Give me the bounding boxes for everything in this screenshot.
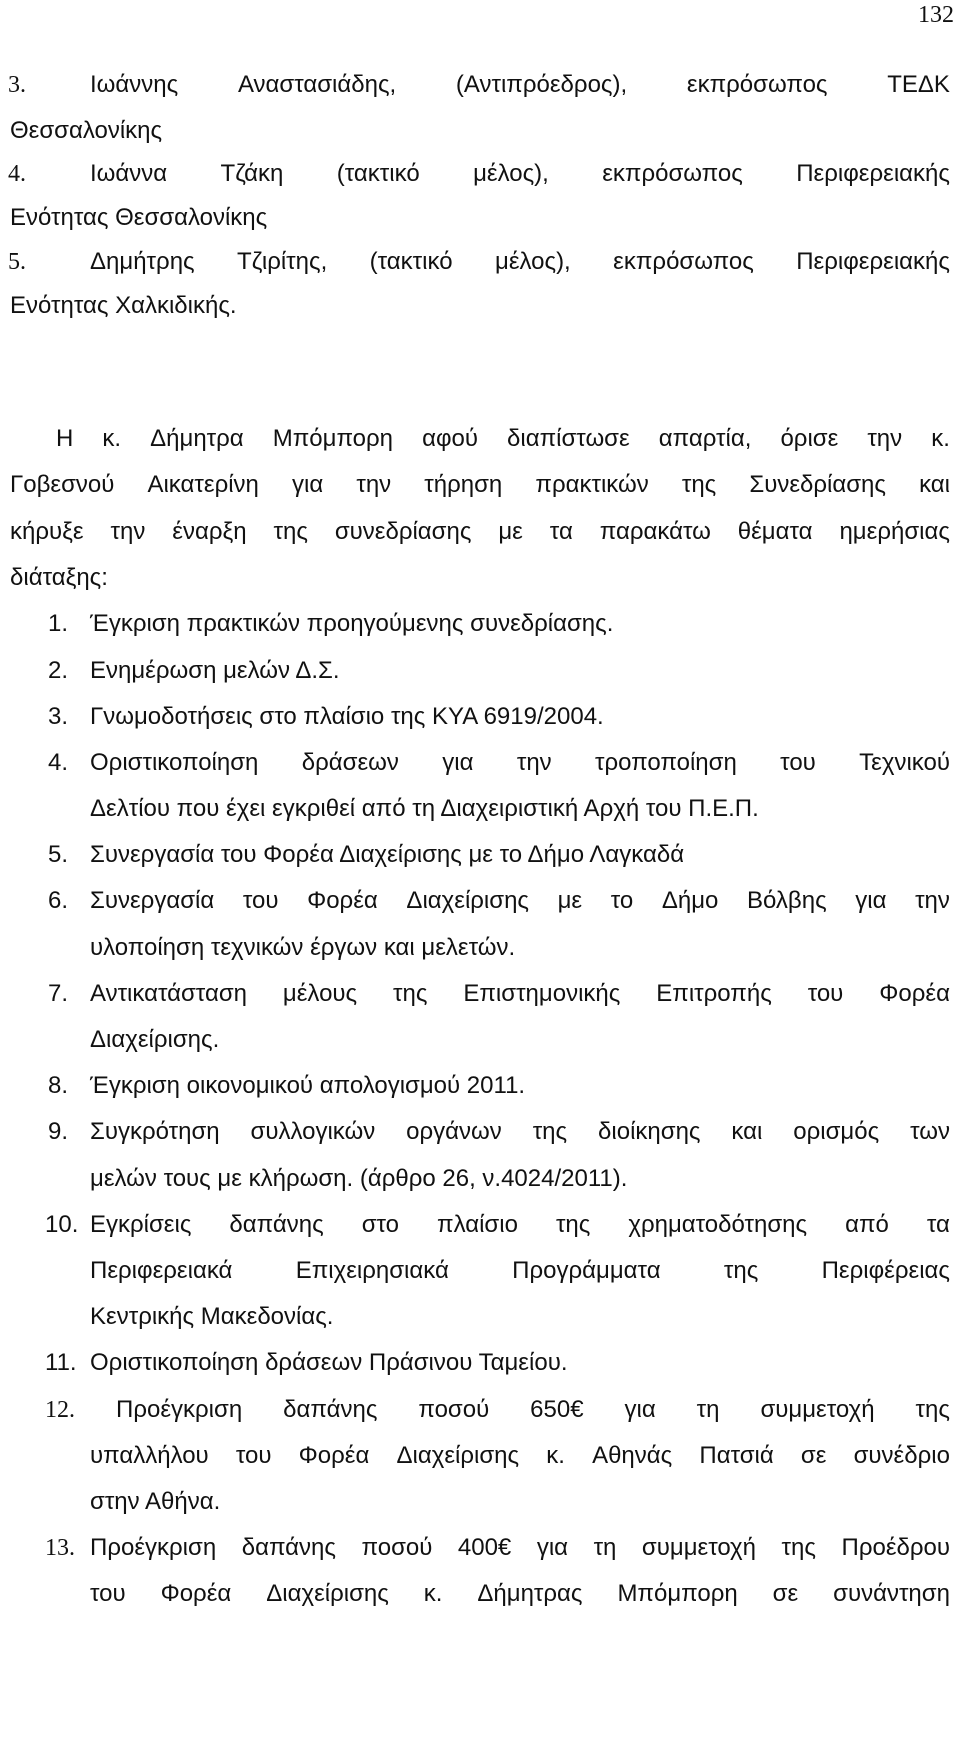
line-text xyxy=(90,883,950,919)
line-text: μελών τους με κλήρωση. (άρθρο 26, ν.4024/2011). xyxy=(90,1165,628,1192)
word: Γοβεσνού xyxy=(10,471,115,498)
text-line xyxy=(0,467,960,503)
word: Αναστασιάδης, xyxy=(237,71,397,98)
word: ΤΕΔΚ xyxy=(887,71,950,98)
word: οργάνων xyxy=(406,1118,502,1145)
word: Τζιρίτης, xyxy=(237,248,328,275)
word: Αικατερίνη xyxy=(147,471,259,498)
word: συλλογικών xyxy=(250,1118,376,1145)
word: τα xyxy=(549,518,573,545)
item-number: 3. xyxy=(48,703,69,730)
word: Προέγκριση xyxy=(116,1396,243,1423)
agenda-item-line xyxy=(0,837,960,873)
word: Φορέα xyxy=(160,1580,232,1607)
item-number: 1. xyxy=(48,610,69,637)
word: την xyxy=(110,518,146,545)
item-number: 6. xyxy=(48,887,69,914)
word: στο xyxy=(361,1211,399,1238)
word: μέλος), xyxy=(494,248,571,275)
agenda-item-line xyxy=(0,606,960,642)
word: Περιφερειακής xyxy=(796,160,950,187)
word: Ιωάννης xyxy=(90,71,179,98)
word: για xyxy=(536,1534,569,1561)
word: μέλους xyxy=(282,980,358,1007)
word: από xyxy=(845,1211,889,1238)
text-line xyxy=(0,200,960,236)
line-text xyxy=(90,156,950,192)
word: απαρτία, xyxy=(658,425,752,452)
line-text xyxy=(10,467,950,503)
word: δαπάνης xyxy=(283,1396,378,1423)
word: του xyxy=(807,980,844,1007)
text-line xyxy=(0,288,960,324)
word: Δήμητρας xyxy=(477,1580,583,1607)
word: Επιτροπής xyxy=(656,980,772,1007)
item-number: 4. xyxy=(8,161,26,187)
word: Τζάκη xyxy=(220,160,284,187)
word: (Αντιπρόεδρος), xyxy=(455,71,628,98)
word: (τακτικό xyxy=(336,160,420,187)
word: του xyxy=(242,887,279,914)
word: Περιφερειακής xyxy=(796,248,950,275)
line-text xyxy=(90,244,950,280)
word: δαπάνης xyxy=(241,1534,336,1561)
page-number: 132 xyxy=(918,2,954,28)
word: της xyxy=(781,1534,816,1561)
word: πρακτικών xyxy=(535,471,649,498)
text-line xyxy=(0,1299,960,1335)
word: του xyxy=(90,1580,126,1607)
word: Ιωάννα xyxy=(90,160,168,187)
word: των xyxy=(910,1118,950,1145)
text-line xyxy=(0,514,960,550)
word: δράσεων xyxy=(301,749,399,776)
word: για xyxy=(855,887,887,914)
word: τροποποίηση xyxy=(595,749,737,776)
word: εκπρόσωπος xyxy=(686,71,828,98)
word: μέλος), xyxy=(473,160,549,187)
word: τη xyxy=(593,1534,617,1561)
word: θέματα xyxy=(737,518,813,545)
word: Πατσιά xyxy=(699,1442,774,1469)
line-text xyxy=(90,1207,950,1243)
word: με xyxy=(557,887,583,914)
line-text xyxy=(90,976,950,1012)
line-text: Έγκριση οικονομικού απολογισμού 2011. xyxy=(90,1072,526,1099)
word: έναρξη xyxy=(172,518,247,545)
word: Διαχείρισης xyxy=(266,1580,389,1607)
word: με xyxy=(498,518,523,545)
line-text: Έγκριση πρακτικών προηγούμενης συνεδρίασης. xyxy=(90,610,614,637)
word: Δημήτρης xyxy=(90,248,195,275)
word: της xyxy=(915,1396,950,1423)
word: για xyxy=(624,1396,656,1423)
line-text xyxy=(10,514,950,550)
text-line xyxy=(0,1161,960,1197)
line-text: Οριστικοποίηση δράσεων Πράσινου Ταμείου. xyxy=(90,1349,568,1376)
word: Προέγκριση xyxy=(90,1534,217,1561)
word: Διαχείρισης xyxy=(406,887,529,914)
word: ποσού xyxy=(361,1534,433,1561)
line-text: Γνωμοδοτήσεις στο πλαίσιο της ΚΥΑ 6919/2004. xyxy=(90,703,604,730)
word: κήρυξε xyxy=(10,518,84,545)
text-line xyxy=(0,1253,960,1289)
word: Φορέα xyxy=(298,1442,370,1469)
word: κ. xyxy=(546,1442,565,1469)
line-text: Κεντρικής Μακεδονίας. xyxy=(90,1303,334,1330)
agenda-item-line xyxy=(0,1530,960,1566)
text-line xyxy=(0,560,960,596)
item-number: 12. xyxy=(45,1397,75,1423)
word: συμμετοχή xyxy=(641,1534,757,1561)
word: συμμετοχή xyxy=(760,1396,875,1423)
word: εκπρόσωπος xyxy=(602,160,743,187)
word: κ. xyxy=(102,425,122,452)
word: Τεχνικού xyxy=(859,749,950,776)
word: ποσού xyxy=(418,1396,490,1423)
word: διαπίστωσε xyxy=(507,425,630,452)
line-text xyxy=(90,1114,950,1150)
agenda-item-line xyxy=(0,1207,960,1243)
item-number: 13. xyxy=(45,1535,75,1561)
word: 400€ xyxy=(457,1534,512,1561)
item-number: 5. xyxy=(48,841,69,868)
word: του xyxy=(780,749,816,776)
word: της xyxy=(532,1118,568,1145)
word: την xyxy=(867,425,903,452)
line-text: Διαχείρισης. xyxy=(90,1026,220,1053)
word: αφού xyxy=(422,425,478,452)
line-text: Συνεργασία του Φορέα Διαχείρισης με το Δήμο Λαγκαδά xyxy=(90,841,685,868)
word: Δήμητρα xyxy=(150,425,244,452)
word: 650€ xyxy=(530,1396,584,1423)
agenda-item-line xyxy=(0,653,960,689)
word: την xyxy=(516,749,552,776)
agenda-item-line xyxy=(0,67,960,103)
item-number: 11. xyxy=(45,1349,77,1376)
item-number: 5. xyxy=(8,249,26,275)
line-text xyxy=(90,67,950,103)
word: κ. xyxy=(931,425,950,452)
word: Περιφέρειας xyxy=(821,1257,950,1284)
word: Συνεδρίασης xyxy=(749,471,886,498)
agenda-item-line xyxy=(0,1114,960,1150)
word: του xyxy=(235,1442,272,1469)
agenda-item-line xyxy=(0,156,960,192)
word: Εγκρίσεις xyxy=(90,1211,192,1238)
word: Αντικατάσταση xyxy=(90,980,247,1007)
agenda-item-line xyxy=(0,699,960,735)
word: υπαλλήλου xyxy=(90,1442,209,1469)
word: συνεδρίασης xyxy=(334,518,472,545)
word: Συνεργασία xyxy=(90,887,215,914)
item-number: 2. xyxy=(48,657,69,684)
item-number: 8. xyxy=(48,1072,69,1099)
agenda-item-line xyxy=(0,976,960,1012)
word: Επιχειρησιακά xyxy=(295,1257,449,1284)
word: Μπόμπορη xyxy=(617,1580,738,1607)
item-number: 4. xyxy=(48,749,69,776)
word: Φορέα xyxy=(879,980,950,1007)
word: τα xyxy=(926,1211,950,1238)
item-number: 7. xyxy=(48,980,69,1007)
word: τη xyxy=(696,1396,720,1423)
line-text xyxy=(90,745,950,781)
line-text: στην Αθήνα. xyxy=(90,1488,221,1515)
agenda-item-line xyxy=(0,883,960,919)
text-line xyxy=(0,421,960,457)
word: της xyxy=(681,471,717,498)
line-text: Ενημέρωση μελών Δ.Σ. xyxy=(90,657,340,684)
word: Διαχείρισης xyxy=(396,1442,520,1469)
word: πλαίσιο xyxy=(437,1211,518,1238)
word: (τακτικό xyxy=(369,248,453,275)
word: την xyxy=(356,471,392,498)
line-text xyxy=(116,1392,950,1428)
word: Αθηνάς xyxy=(592,1442,673,1469)
item-number: 3. xyxy=(8,72,26,98)
word: της xyxy=(723,1257,759,1284)
word: Συγκρότηση xyxy=(90,1118,220,1145)
word: για xyxy=(442,749,474,776)
word: συνέδριο xyxy=(853,1442,950,1469)
word: εκπρόσωπος xyxy=(613,248,754,275)
word: της xyxy=(393,980,428,1007)
line-text: Ενότητας Θεσσαλονίκης xyxy=(10,204,268,231)
text-line xyxy=(0,930,960,966)
word: και xyxy=(919,471,950,498)
agenda-item-line xyxy=(0,1345,960,1381)
line-text: Ενότητας Χαλκιδικής. xyxy=(10,292,237,319)
word: χρηματοδότησης xyxy=(628,1211,808,1238)
line-text xyxy=(90,1530,950,1566)
text-line xyxy=(0,1438,960,1474)
word: όρισε xyxy=(780,425,839,452)
word: ορισμός xyxy=(793,1118,880,1145)
text-line xyxy=(0,1484,960,1520)
item-number: 10. xyxy=(45,1211,79,1238)
text-line xyxy=(0,791,960,827)
word: και xyxy=(731,1118,763,1145)
line-text xyxy=(90,1438,950,1474)
word: τήρηση xyxy=(424,471,503,498)
line-text xyxy=(56,421,950,457)
word: Μπόμπορη xyxy=(272,425,394,452)
word: της xyxy=(555,1211,591,1238)
word: κ. xyxy=(423,1580,443,1607)
word: Προγράμματα xyxy=(512,1257,661,1284)
line-text xyxy=(90,1253,950,1289)
line-text xyxy=(90,1576,950,1612)
word: διοίκησης xyxy=(598,1118,701,1145)
word: Οριστικοποίηση xyxy=(90,749,259,776)
line-text: Δελτίου που έχει εγκριθεί από τη Διαχειριστική Αρχή του Π.Ε.Π. xyxy=(90,795,759,822)
word: το xyxy=(610,887,634,914)
line-text: Θεσσαλονίκης xyxy=(10,117,163,144)
text-line xyxy=(0,1022,960,1058)
word: σε xyxy=(800,1442,827,1469)
word: σε xyxy=(772,1580,799,1607)
agenda-item-line xyxy=(0,1392,960,1428)
agenda-item-line xyxy=(0,745,960,781)
word: Φορέα xyxy=(307,887,378,914)
text-line xyxy=(0,113,960,149)
word: Επιστημονικής xyxy=(463,980,621,1007)
line-text: υλοποίηση τεχνικών έργων και μελετών. xyxy=(90,934,516,961)
word: Περιφερειακά xyxy=(90,1257,233,1284)
text-line xyxy=(0,1576,960,1612)
item-number: 9. xyxy=(48,1118,69,1145)
word: δαπάνης xyxy=(229,1211,324,1238)
line-text: διάταξης: xyxy=(10,564,108,591)
agenda-item-line xyxy=(0,1068,960,1104)
word: της xyxy=(273,518,308,545)
word: Δήμο xyxy=(661,887,719,914)
word: την xyxy=(915,887,950,914)
word: παρακάτω xyxy=(599,518,711,545)
word: συνάντηση xyxy=(833,1580,950,1607)
word: Βόλβης xyxy=(747,887,827,914)
word: Η xyxy=(56,425,74,452)
word: ημερήσιας xyxy=(839,518,950,545)
word: για xyxy=(292,471,324,498)
word: Προέδρου xyxy=(841,1534,950,1561)
agenda-item-line xyxy=(0,244,960,280)
